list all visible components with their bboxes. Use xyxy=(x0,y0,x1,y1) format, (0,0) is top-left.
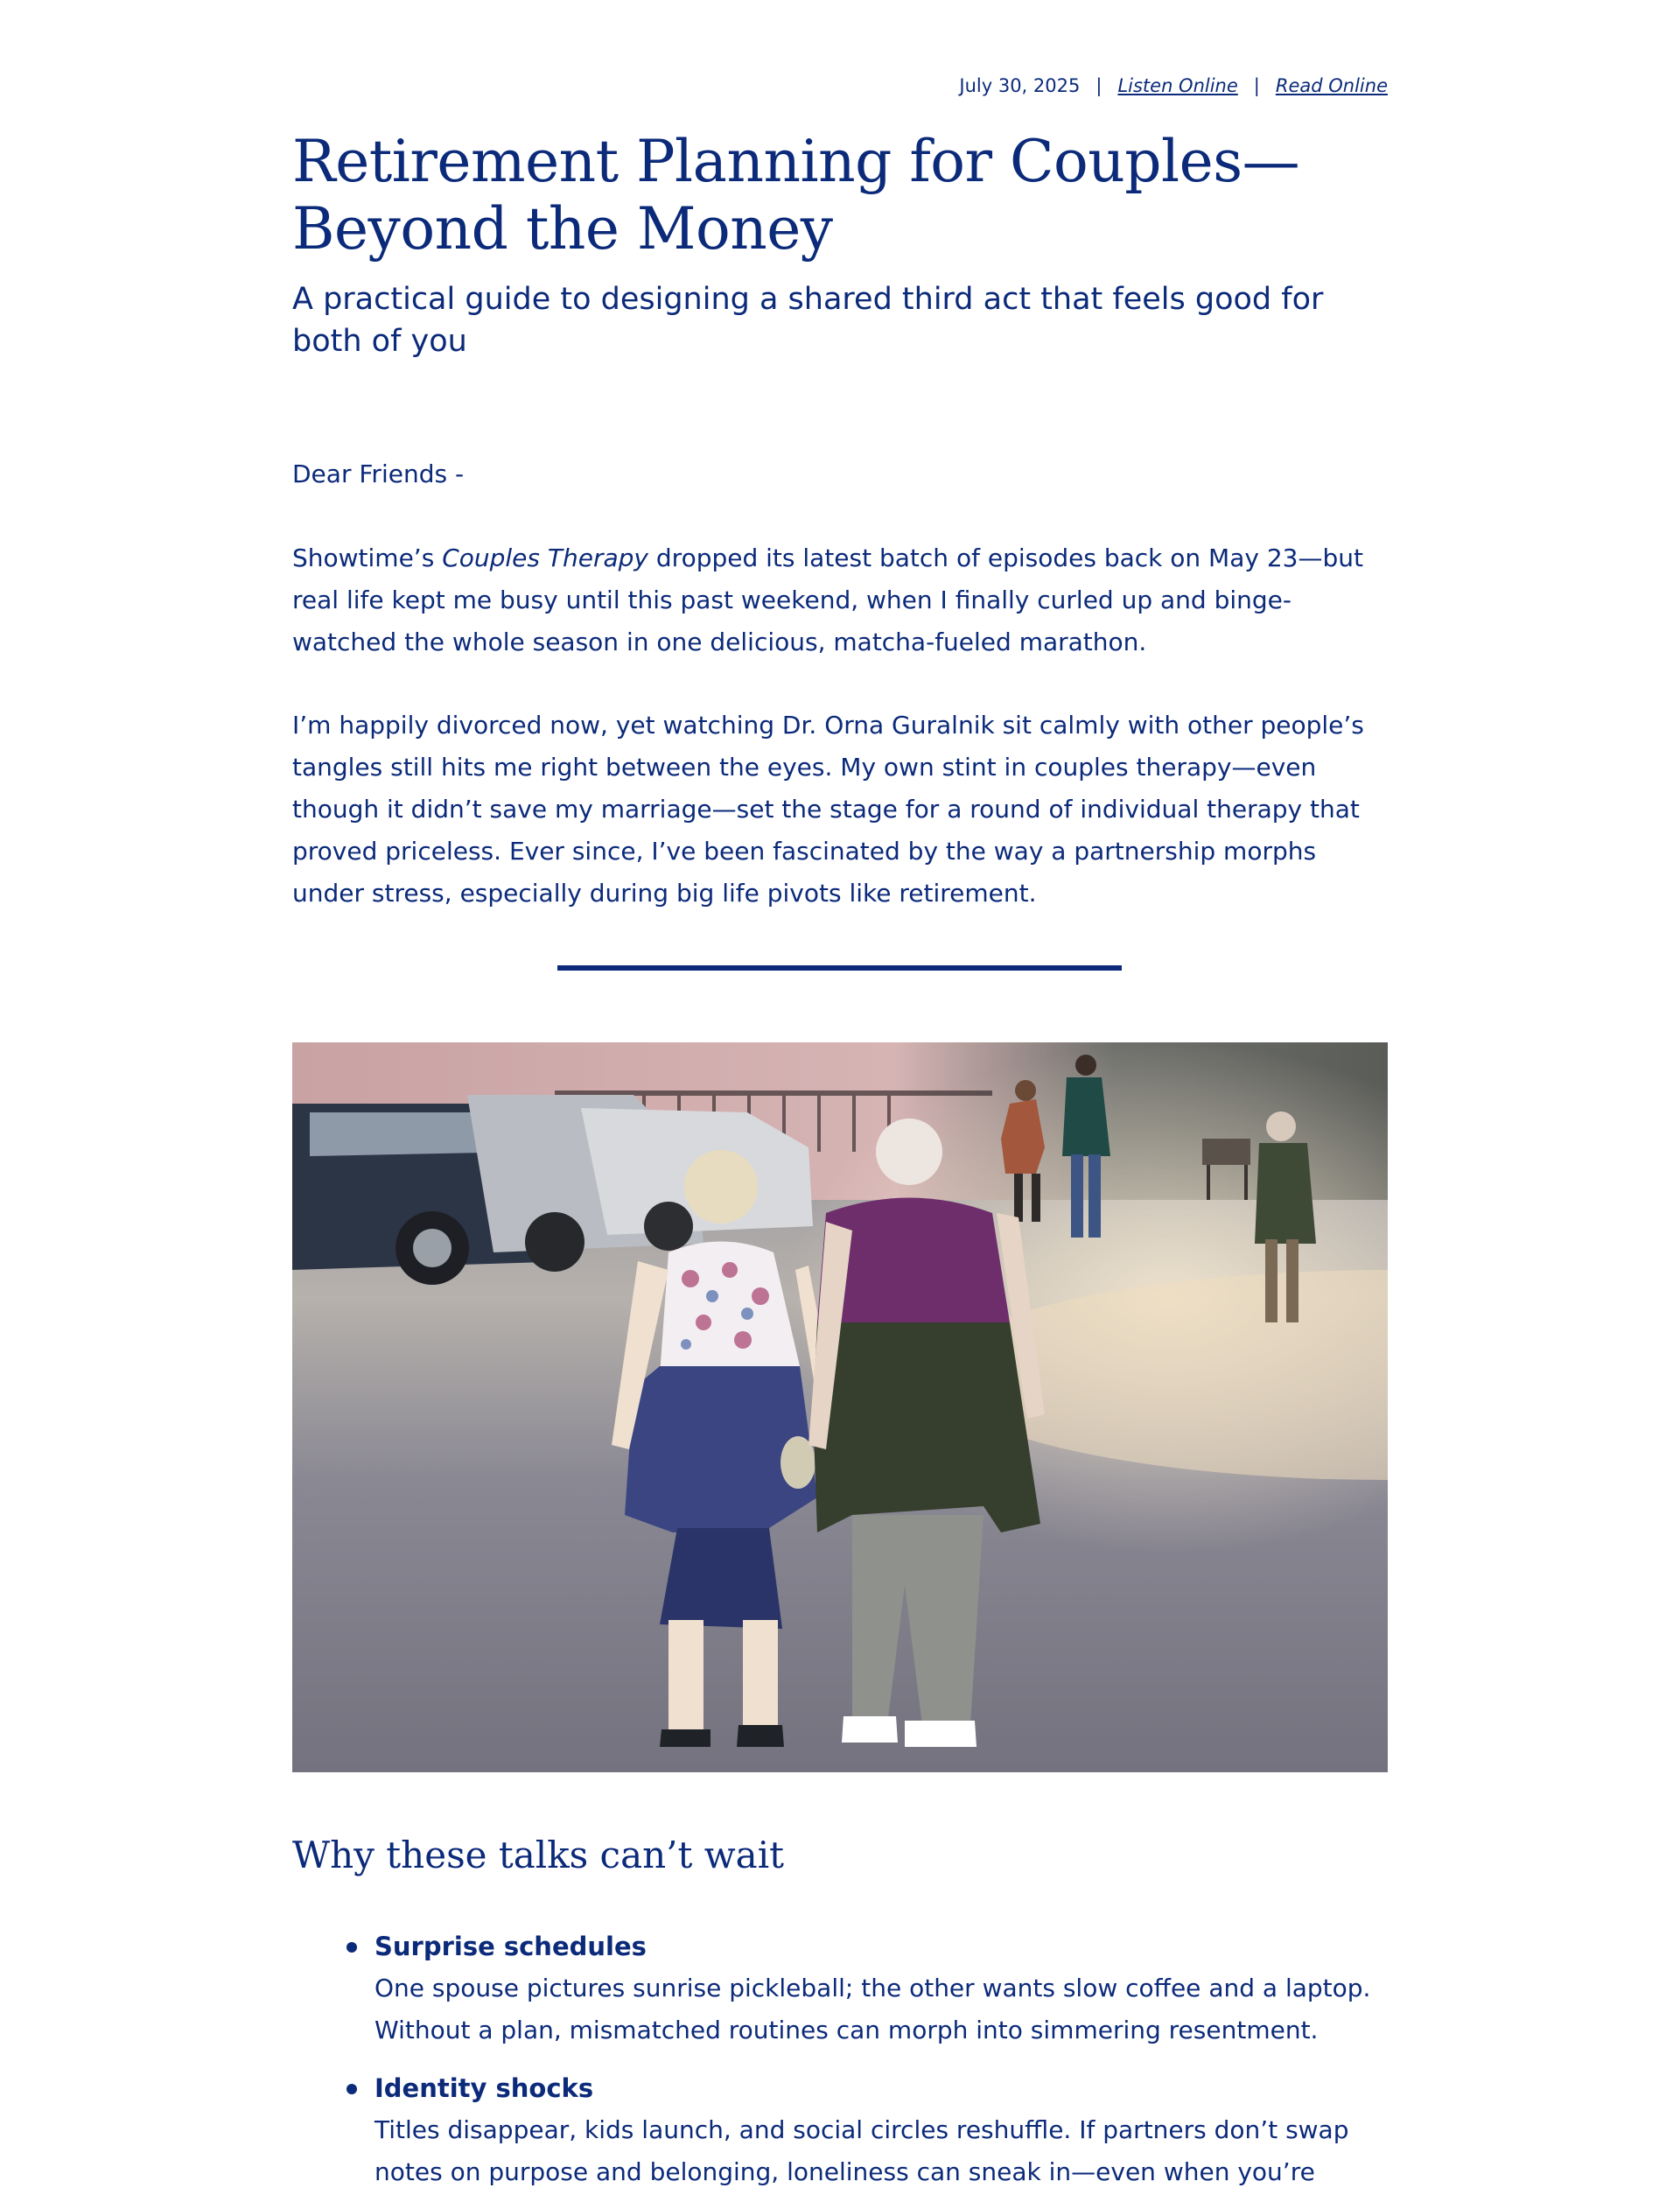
listen-online-link[interactable]: Listen Online xyxy=(1117,75,1238,96)
bullet-title: Identity shocks xyxy=(374,2073,594,2103)
bullet-title: Surprise schedules xyxy=(374,1932,647,1961)
bullet-list xyxy=(292,1925,1388,2209)
separator: | xyxy=(1253,75,1260,96)
hero-photo-couple-walking xyxy=(292,1042,1388,1772)
paragraph-text: Showtime’s xyxy=(292,543,443,572)
article-subtitle: A practical guide to designing a shared third act that feels good for both of you xyxy=(292,282,1324,359)
bullet-text: One spouse pictures sunrise pickleball; the other wants slow coffee and a laptop. Without a plan, mismatched routines can morph into simmering resentment. xyxy=(374,1974,1371,2044)
greeting: Dear Friends - xyxy=(292,459,465,488)
section-divider xyxy=(557,965,1122,971)
list-item xyxy=(292,1925,1388,2051)
separator: | xyxy=(1096,75,1102,96)
read-online-link[interactable]: Read Online xyxy=(1275,75,1388,96)
personal-paragraph: I’m happily divorced now, yet watching Dr. Orna Guralnik sit calmly with other people’s tangles still hits me right between the eyes. My own stint in couples therapy—even though it didn’t save my marriage—set the stage for a round of individual therapy that proved priceless. Ever since, I’ve been fascinated by the way a partnership morphs under stress, especially during big life pivots like retirement. xyxy=(292,711,1364,908)
issue-date: July 30, 2025 xyxy=(959,75,1081,96)
header-bar xyxy=(959,75,1388,96)
paragraph-text: dropped its latest batch of episodes back on May 23—but real life kept me busy until this past weekend, when I finally curled up and binge-watched the whole season in one delicious, matcha-fueled marathon. xyxy=(292,543,1363,656)
bullet-icon xyxy=(346,1942,357,1953)
list-item xyxy=(292,2067,1388,2193)
section-heading: Why these talks can’t wait xyxy=(292,1834,785,1876)
article-title: Retirement Planning for Couples—Beyond the Money xyxy=(292,128,1300,263)
bullet-icon xyxy=(346,2084,357,2094)
show-title: Couples Therapy xyxy=(442,543,648,572)
intro-paragraph xyxy=(292,537,1388,663)
bullet-text: Titles disappear, kids launch, and social circles reshuffle. If partners don’t swap notes on purpose and belonging, loneliness can sneak in—even when you’re xyxy=(374,2115,1349,2186)
